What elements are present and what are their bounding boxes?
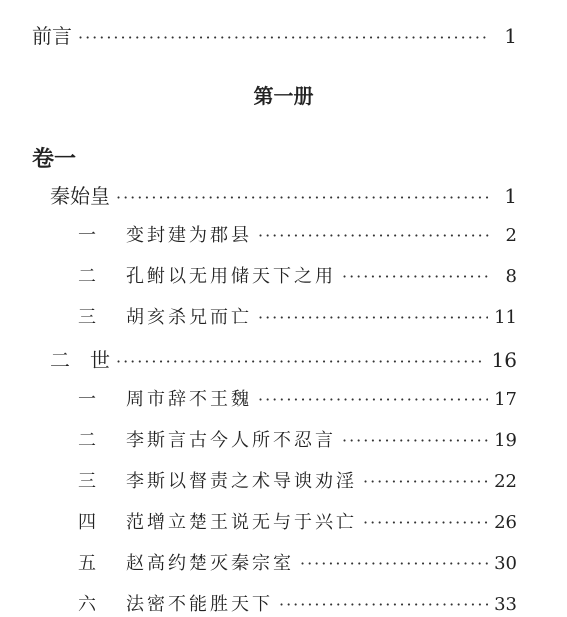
toc-page-number: 11 — [494, 307, 517, 328]
leader-dots — [300, 554, 488, 573]
toc-entry[interactable] — [78, 262, 517, 288]
toc-entry-title: 前言 — [32, 24, 72, 48]
leader-dots — [116, 352, 486, 371]
leader-dots — [342, 431, 488, 450]
toc-entry-preface[interactable] — [32, 20, 517, 49]
entry-number: 三 — [78, 471, 99, 492]
leader-dots — [363, 472, 488, 491]
toc-page-number: 22 — [494, 471, 517, 492]
toc-page-number: 26 — [494, 512, 517, 533]
toc-section-title: 二 世 — [50, 348, 110, 372]
toc-page-number: 1 — [504, 184, 517, 208]
entry-number: 六 — [78, 594, 99, 615]
toc-page-number: 17 — [494, 389, 517, 410]
toc-section-2[interactable] — [50, 344, 517, 373]
leader-dots — [279, 595, 488, 614]
toc-section-1[interactable] — [50, 180, 517, 209]
toc-entry-title: 李斯以督责之术导谀劝淫 — [126, 471, 357, 492]
entry-number: 四 — [78, 512, 99, 533]
leader-dots — [78, 28, 489, 47]
volume-title: 卷一 — [32, 146, 77, 172]
toc-entry-title: 范增立楚王说无与于兴亡 — [126, 512, 357, 533]
toc-entry[interactable] — [78, 467, 517, 493]
entry-number: 二 — [78, 430, 99, 451]
leader-dots — [258, 226, 489, 245]
toc-entry[interactable] — [78, 426, 517, 452]
entry-number: 一 — [78, 389, 99, 410]
toc-entry-title: 胡亥杀兄而亡 — [126, 307, 252, 328]
leader-dots — [363, 513, 488, 532]
entry-number: 二 — [78, 266, 99, 287]
toc-page-number: 33 — [494, 594, 517, 615]
entry-number: 三 — [78, 307, 99, 328]
toc-page-number: 19 — [494, 430, 517, 451]
entry-number: 五 — [78, 553, 99, 574]
toc-entry-title: 李斯言古今人所不忍言 — [126, 430, 336, 451]
toc-page-number: 2 — [505, 225, 517, 246]
toc-entry[interactable] — [78, 221, 517, 247]
toc-entry-title: 法密不能胜天下 — [126, 594, 273, 615]
toc-page-number: 8 — [505, 266, 517, 287]
toc-page-number: 1 — [504, 24, 517, 48]
toc-page-number: 16 — [491, 348, 517, 372]
leader-dots — [258, 308, 488, 327]
toc-entry[interactable] — [78, 590, 517, 616]
leader-dots — [116, 188, 489, 207]
leader-dots — [342, 267, 489, 286]
entry-number: 一 — [78, 225, 99, 246]
toc-entry-title: 赵高约楚灭秦宗室 — [126, 553, 294, 574]
toc-entry-title: 孔鲋以无用储天下之用 — [126, 266, 336, 287]
book-title: 第一册 — [253, 84, 314, 108]
leader-dots — [258, 390, 488, 409]
toc-page-number: 30 — [494, 553, 517, 574]
toc-entry[interactable] — [78, 303, 517, 329]
toc-entry-title: 周市辞不王魏 — [126, 389, 252, 410]
toc-entry-title: 变封建为郡县 — [126, 225, 252, 246]
toc-entry[interactable] — [78, 549, 517, 575]
toc-entry[interactable] — [78, 508, 517, 534]
toc-entry[interactable] — [78, 385, 517, 411]
toc-section-title: 秦始皇 — [50, 184, 110, 208]
